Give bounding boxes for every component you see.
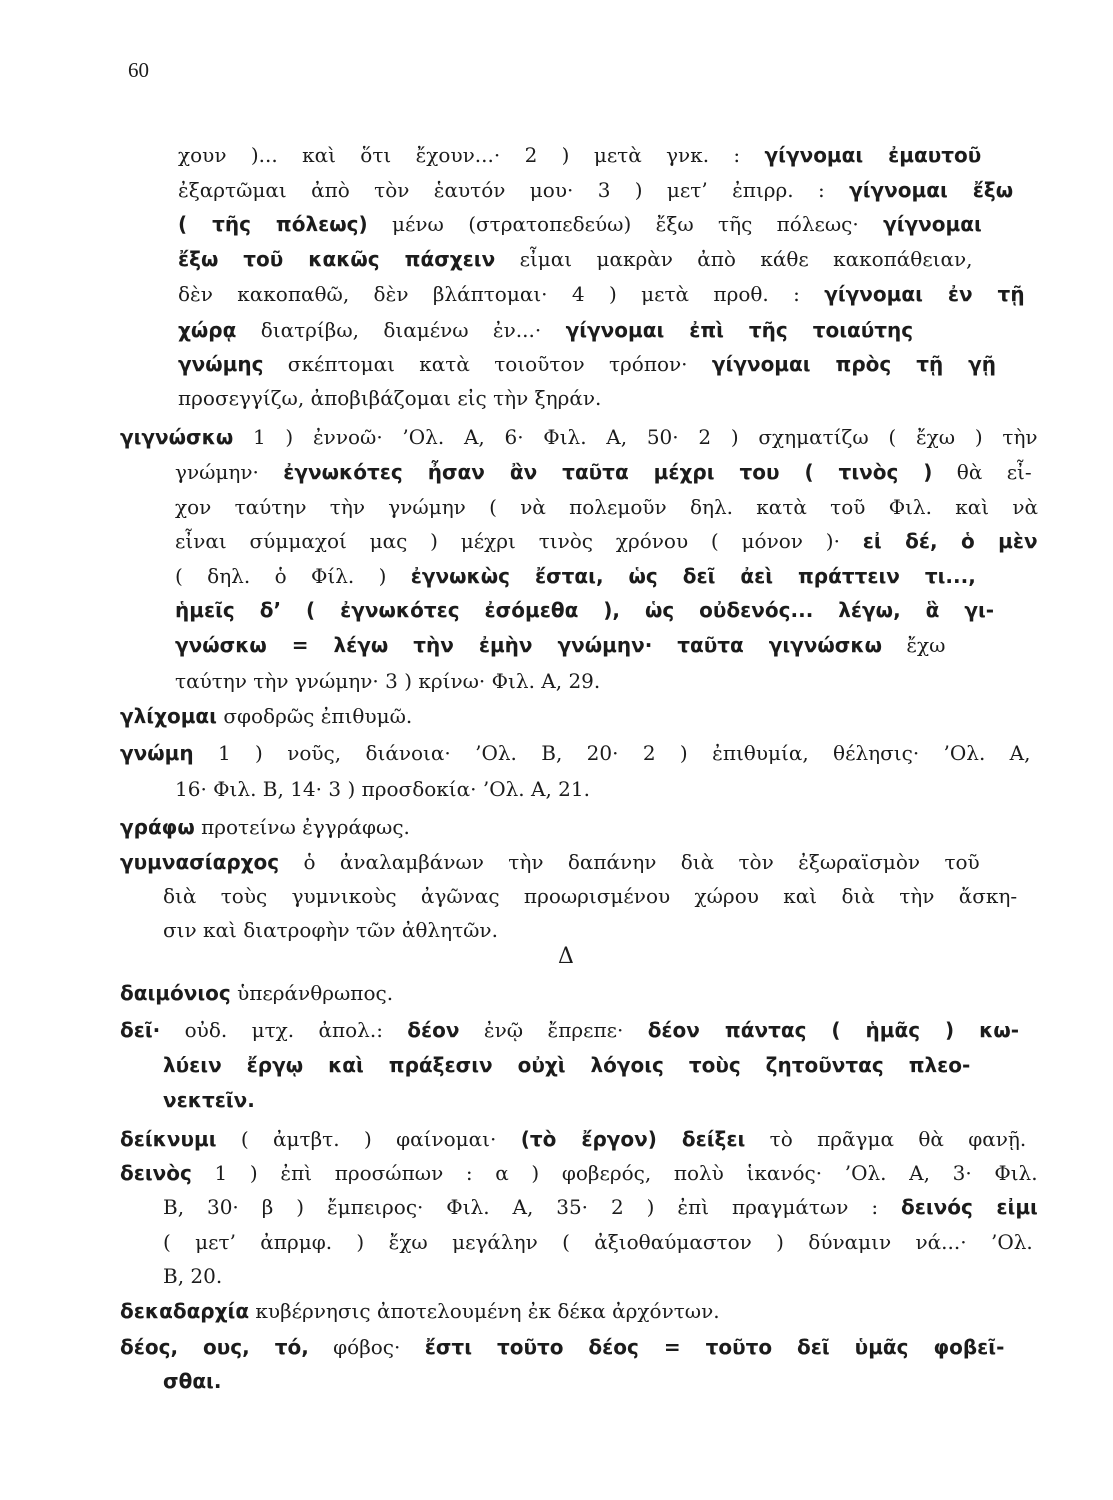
text-line: [120, 1127, 1026, 1151]
body-text: προτείνω ἐγγράφως.: [194, 815, 410, 839]
body-text: φόβος·: [308, 1335, 425, 1359]
text-line: [175, 495, 1038, 519]
text-line: [163, 1369, 221, 1393]
section-letter: Δ: [558, 944, 574, 969]
body-text: προσεγγίζω, ἀποβιβάζομαι εἰς τὴν ξηράν.: [178, 386, 602, 410]
headword-text: λύειν ἔργῳ καὶ πράξεσιν οὐχὶ λόγοις τοὺς ζητοῦντας πλεο-: [163, 1053, 971, 1077]
text-line: [175, 633, 946, 657]
headword-text: γιγνώσκω: [120, 425, 234, 449]
text-line: [178, 352, 996, 376]
headword-text: νεκτεῖν.: [163, 1088, 255, 1112]
text-line: [120, 981, 393, 1005]
body-text: σκέπτομαι κατὰ τοιοῦτον τρόπον·: [263, 352, 712, 376]
headword-text: δαιμόνιος: [120, 981, 231, 1005]
page-number: 60: [128, 58, 149, 82]
headword-text: δέον: [407, 1018, 460, 1042]
text-line: [120, 850, 980, 874]
headword-text: γυμνασίαρχος: [120, 850, 280, 874]
text-line: [163, 1088, 255, 1112]
text-line: [175, 669, 600, 693]
headword-text: γνώμη: [120, 741, 194, 765]
body-text: διατρίβω, διαμένω ἐν...·: [236, 318, 566, 342]
headword-text: ἡμεῖς δ’ ( ἐγνωκότες ἐσόμεθα ), ὡς οὐδενός... λέγω, ἃ γι-: [175, 598, 995, 622]
text-line: [163, 884, 1017, 908]
headword-text: δέον πάντας ( ἡμᾶς ) κω-: [647, 1018, 1020, 1042]
body-text: εἶμαι μακρὰν ἀπὸ κάθε κακοπάθειαν,: [495, 247, 973, 271]
text-line: [120, 741, 1030, 765]
text-line: [120, 1335, 1004, 1359]
body-text: σιν καὶ διατροφὴν τῶν ἀθλητῶν.: [163, 918, 498, 942]
headword-text: γίγνομαι ἐπὶ τῆς τοιαύτης: [565, 318, 914, 342]
body-text: ( δηλ. ὁ Φίλ. ): [175, 564, 411, 588]
body-text: Β, 20.: [163, 1264, 223, 1288]
headword-text: γλίχομαι: [120, 704, 217, 728]
headword-text: γνώμης: [178, 352, 264, 376]
text-line: [120, 1299, 720, 1323]
text-line: [120, 1161, 1038, 1185]
headword-text: ἔξω τοῦ κακῶς πάσχειν: [178, 247, 496, 271]
headword-text: (τὸ ἔργον) δείξει: [520, 1127, 746, 1151]
text-line: [175, 529, 1038, 553]
headword-text: ἔστι τοῦτο δέος = τοῦτο δεῖ ὑμᾶς φοβεῖ-: [424, 1335, 1005, 1359]
headword-text: χώρᾳ: [178, 318, 237, 342]
body-text: ταύτην τὴν γνώμην· 3 ) κρίνω· Φιλ. Α, 29.: [175, 669, 601, 693]
body-text: χον ταύτην τὴν γνώμην ( νὰ πολεμοῦν δηλ. κατὰ τοῦ Φιλ. καὶ νὰ: [175, 495, 1039, 519]
headword-text: γίγνομαι ἔξω: [849, 178, 1014, 202]
body-text: ( ἀμτβτ. ) φαίνομαι·: [216, 1127, 521, 1151]
body-text: θὰ εἶ-: [932, 460, 1032, 484]
body-text: σφοδρῶς ἐπιθυμῶ.: [216, 704, 413, 728]
body-text: 1 ) νοῦς, διάνοια· ’Ολ. Β, 20· 2 ) ἐπιθυμία, θέλησις· ’Ολ. Α,: [193, 741, 1031, 765]
text-line: [178, 143, 981, 167]
text-line: [163, 1230, 1033, 1254]
headword-text: ἐγνωκότες ἦσαν ἂν ταῦτα μέχρι του ( τινὸς ): [283, 460, 933, 484]
text-line: [178, 318, 913, 342]
headword-text: γίγνομαι πρὸς τῇ γῇ: [711, 352, 997, 376]
headword-text: ( τῆς πόλεως): [178, 212, 368, 236]
headword-text: δεῖ·: [120, 1018, 161, 1042]
text-line: [175, 777, 590, 801]
text-line: [178, 282, 1025, 306]
headword-text: ἐγνωκὼς ἔσται, ὡς δεῖ ἀεὶ πράττειν τι...,: [410, 564, 976, 588]
text-line: [175, 564, 976, 588]
text-line: [163, 918, 498, 942]
text-line: [178, 247, 973, 271]
headword-text: γίγνομαι ἐν τῇ: [824, 282, 1025, 306]
body-text: οὐδ. μτχ. ἀπολ.:: [160, 1018, 408, 1042]
text-line: [163, 1264, 222, 1288]
text-line: [163, 1053, 970, 1077]
body-text: χουν )... καὶ ὅτι ἔχουν...· 2 ) μετὰ γνκ. :: [178, 143, 765, 167]
body-text: ( μετ’ ἀπρμφ. ) ἔχω μεγάλην ( ἀξιοθαύμαστον ) δύναμιν νά...· ’Ολ.: [163, 1230, 1033, 1254]
headword-text: γνώσκω = λέγω τὴν ἐμὴν γνώμην· ταῦτα γιγνώσκω: [175, 633, 882, 657]
text-line: [178, 178, 1013, 202]
body-text: γνώμην·: [175, 460, 284, 484]
body-text: ὑπεράνθρωπος.: [230, 981, 394, 1005]
headword-text: εἰ δέ, ὁ μὲν: [862, 529, 1038, 553]
body-text: 16· Φιλ. Β, 14· 3 ) προσδοκία· ’Ολ. Α, 21.: [175, 777, 590, 801]
body-text: ὁ ἀναλαμβάνων τὴν δαπάνην διὰ τὸν ἐξωραϊσμὸν τοῦ: [279, 850, 980, 874]
body-text: 1 ) ἐπὶ προσώπων : α ) φοβερός, πολὺ ἱκανός· ’Ολ. Α, 3· Φιλ.: [191, 1161, 1038, 1185]
text-line: [178, 212, 982, 236]
text-line: [175, 460, 1032, 484]
body-text: Β, 30· β ) ἔμπειρος· Φιλ. Α, 35· 2 ) ἐπὶ πραγμάτων :: [163, 1195, 901, 1219]
headword-text: γίγνομαι ἐμαυτοῦ: [764, 143, 982, 167]
body-text: ἐνῷ ἔπρεπε·: [459, 1018, 648, 1042]
text-line: [163, 1195, 1038, 1219]
body-text: κυβέρνησις ἀποτελουμένη ἐκ δέκα ἀρχόντων.: [249, 1299, 720, 1323]
text-line: [120, 815, 410, 839]
headword-text: γίγνομαι: [883, 212, 982, 236]
headword-text: δεινός εἰμι: [901, 1195, 1038, 1219]
headword-text: γράφω: [120, 815, 195, 839]
headword-text: σθαι.: [163, 1369, 222, 1393]
text-line: [120, 425, 1038, 449]
body-text: τὸ πρᾶγμα θὰ φανῇ.: [745, 1127, 1027, 1151]
text-line: [120, 704, 412, 728]
text-line: [175, 598, 994, 622]
body-text: ἔχω: [881, 633, 946, 657]
text-line: [120, 1018, 1019, 1042]
body-text: δὲν κακοπαθῶ, δὲν βλάπτομαι· 4 ) μετὰ προθ. :: [178, 282, 825, 306]
headword-text: δέος, ους, τό,: [120, 1335, 309, 1359]
body-text: 1 ) ἐννοῶ· ’Ολ. Α, 6· Φιλ. Α, 50· 2 ) σχηματίζω ( ἔχω ) τὴν: [233, 425, 1038, 449]
body-text: εἶναι σύμμαχοί μας ) μέχρι τινὸς χρόνου ( μόνον )·: [175, 529, 863, 553]
body-text: ἐξαρτῶμαι ἀπὸ τὸν ἑαυτόν μου· 3 ) μετ’ ἐπιρρ. :: [178, 178, 850, 202]
headword-text: δεινὸς: [120, 1161, 192, 1185]
text-line: [178, 386, 601, 410]
headword-text: δείκνυμι: [120, 1127, 217, 1151]
headword-text: δεκαδαρχία: [120, 1299, 250, 1323]
body-text: διὰ τοὺς γυμνικοὺς ἀγῶνας προωρισμένου χώρου καὶ διὰ τὴν ἄσκη-: [163, 884, 1018, 908]
body-text: μένω (στρατοπεδεύω) ἔξω τῆς πόλεως·: [367, 212, 884, 236]
